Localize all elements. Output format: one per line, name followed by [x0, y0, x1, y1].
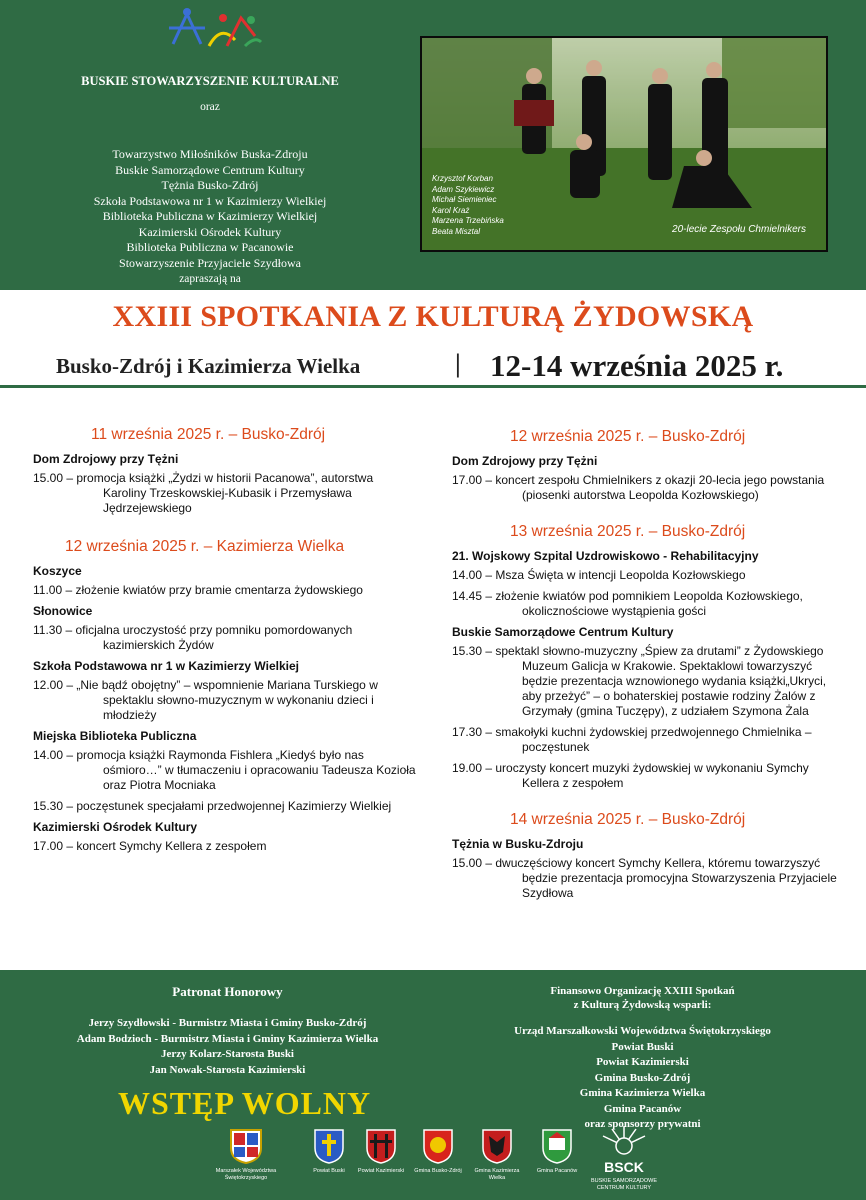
venue-name: Koszyce: [33, 564, 82, 578]
coat-of-arms-icon: [365, 1128, 397, 1164]
musician-name: Adam Szykiewicz: [432, 184, 495, 194]
partner-item: Towarzystwo Miłośników Buska-Zdroju: [112, 147, 308, 161]
crest-label: Gmina Kazimierza Wielka: [474, 1168, 520, 1181]
venue-name: Dom Zdrojowy przy Tężni: [33, 452, 179, 466]
crest-gmina-kazimierza: [468, 1128, 526, 1182]
bsck-logo: [586, 1124, 662, 1192]
venue-name: Dom Zdrojowy przy Tężni: [452, 454, 598, 468]
coat-of-arms-icon: [422, 1128, 454, 1164]
patron-list: [40, 1016, 415, 1078]
partner-item: Buskie Samorządowe Centrum Kultury: [115, 162, 305, 177]
sunburst-logo-icon: [594, 1124, 654, 1160]
free-entry-label: WSTĘP WOLNY: [118, 1085, 372, 1121]
sponsor-item: Gmina Pacanów: [603, 1102, 682, 1115]
program-event: 14.00 – Msza Święta w intencji Leopolda Kozłowskiego: [452, 568, 746, 582]
partner-item: Biblioteka Publiczna w Kazimierzy Wielkiej: [102, 209, 318, 223]
venue-name: Kazimierski Ośrodek Kultury: [33, 820, 198, 834]
coat-of-arms-icon: [313, 1128, 345, 1164]
partner-list: [30, 147, 390, 271]
program-column-left: [33, 426, 418, 860]
day-heading: 12 września 2025 r. – Busko-Zdrój: [510, 428, 746, 445]
venue-name: Buskie Samorządowe Centrum Kultury: [452, 625, 674, 639]
program-event: 14.00 – promocja książki Raymonda Fishlera „Kiedyś było nas ośmioro…” w tłumaczeniu i opracowaniu Tadeusza Kozioła oraz Piotra Mocniaka: [33, 748, 416, 792]
program-event: 15.00 – promocja książki „Żydzi w historii Pacanowa”, autorstwa Karoliny Trzeskowskiej-Kubasik i Przemysława Jędrzejewskiego: [33, 471, 374, 515]
day-heading: 12 września 2025 r. – Kazimierza Wielka: [65, 538, 345, 555]
program-event: 19.00 – uroczysty koncert muzyki żydowskiej w wykonaniu Symchy Kellera z zespołem: [452, 761, 809, 790]
partner-item: Szkoła Podstawowa nr 1 w Kazimierzy Wielkiej: [93, 193, 327, 208]
crest-gmina-busko: [410, 1128, 466, 1175]
crest-label: Powiat Kazimierski: [357, 1168, 405, 1174]
event-dates: 12-14 września 2025 r.: [490, 348, 784, 383]
program-event: 17.00 – koncert Symchy Kellera z zespołem: [33, 839, 267, 853]
musician-name: Krzysztof Korban: [432, 174, 493, 183]
title-separator: |: [455, 349, 461, 378]
venue-name: Tężnia w Busku-Zdroju: [452, 837, 584, 851]
sponsor-item: Powiat Buski: [611, 1040, 674, 1053]
venue-name: Miejska Biblioteka Publiczna: [33, 729, 197, 743]
crest-label: Powiat Buski: [313, 1168, 345, 1174]
photo-caption: 20-lecie Zespołu Chmielnikers: [672, 224, 806, 235]
coat-of-arms-icon: [541, 1128, 573, 1164]
partner-item: Tężnia Busko-Zdrój: [161, 178, 259, 192]
venue-name: Szkoła Podstawowa nr 1 w Kazimierzy Wielkiej: [33, 659, 299, 673]
coat-of-arms-icon: [481, 1128, 513, 1164]
organizer-name: BUSKIE STOWARZYSZENIE KULTURALNE: [81, 74, 339, 88]
day-heading: 11 września 2025 r. – Busko-Zdrój: [91, 426, 326, 443]
sponsor-list: [470, 1024, 815, 1133]
funding-title: [470, 984, 815, 1012]
day-heading: 13 września 2025 r. – Busko-Zdrój: [510, 523, 746, 540]
band-photo: [420, 36, 828, 252]
crest-powiat-buski: [302, 1128, 356, 1175]
partner-item: Kazimierski Ośrodek Kultury: [138, 224, 282, 239]
program-event: 15.00 – dwuczęściowy koncert Symchy Kellera, któremu towarzyszyć będzie prezentacja promocyjna Stowarzyszenia Przyjaciele Szydłowa: [452, 856, 837, 900]
crest-label: Gmina Busko-Zdrój: [414, 1168, 462, 1174]
funding-title-line: z Kulturą Żydowską wsparli:: [573, 999, 712, 1011]
partner-item: Biblioteka Publiczna w Pacanowie: [126, 240, 294, 254]
sponsor-item: Gmina Kazimierza Wielka: [579, 1087, 706, 1099]
sponsor-item: Powiat Kazimierski: [596, 1056, 689, 1068]
crest-gmina-pacanow: [532, 1128, 582, 1175]
invite-text: zapraszają na: [179, 273, 241, 285]
event-places: Busko-Zdrój i Kazimierza Wielka: [56, 354, 361, 378]
program-event: 17.00 – koncert zespołu Chmielnikers z okazji 20-lecia jego powstania (piosenki autorstwa Leopolda Kozłowskiego): [452, 473, 825, 502]
venue-name: 21. Wojskowy Szpital Uzdrowiskowo - Rehabilitacyjny: [452, 549, 759, 563]
patronage-title: Patronat Honorowy: [172, 984, 283, 999]
day-heading: 14 września 2025 r. – Busko-Zdrój: [510, 811, 746, 828]
header-banner: [0, 0, 866, 290]
program-event: 15.30 – spektakl słowno-muzyczny „Śpiew za drutami” z Żydowskiego Muzeum Galicja w Krakowie. Spektaklowi towarzyszyć będzie prezentacja wznowionego wydania książki„Ukryci, aby przeżyć” – o bohaterskiej postawie rodziny Żalów z Grzymały (gmina Tuczępy), z udziałem Szymona Żala: [452, 644, 827, 718]
program-event: 12.00 – „Nie bądź obojętny” – wspomnienie Mariana Turskiego w spektaklu słowno-muzycznym w wykonaniu dzieci i młodzieży: [33, 678, 378, 722]
crest-label: Gmina Pacanów: [536, 1168, 578, 1174]
patron-item: Jerzy Kolarz-Starosta Buski: [160, 1048, 294, 1060]
patron-item: Jan Nowak-Starosta Kazimierski: [149, 1063, 306, 1076]
coat-of-arms-icon: [229, 1128, 263, 1164]
musician-name: Marzena Trzebińska: [432, 216, 504, 225]
venue-name: Słonowice: [33, 604, 93, 618]
patron-item: Adam Bodzioch - Burmistrz Miasta i Gminy Kazimierza Wielka: [76, 1032, 379, 1045]
program-event: 14.45 – złożenie kwiatów pod pomnikiem Leopolda Kozłowskiego, okolicznościowe wystąpienia gości: [452, 589, 803, 618]
sponsor-item: Gmina Busko-Zdrój: [594, 1071, 691, 1084]
sponsor-item: Urząd Marszałkowski Województwa Świętokrzyskiego: [514, 1025, 771, 1037]
program-event: 17.30 – smakołyki kuchni żydowskiej przedwojennego Chmielnika – poczęstunek: [452, 725, 812, 754]
program-event: 15.30 – poczęstunek specjałami przedwojennej Kazimierzy Wielkiej: [33, 799, 392, 813]
program-column-right: [452, 428, 837, 907]
bsck-logo-subtitle: BUSKIE SAMORZĄDOWE CENTRUM KULTURY: [590, 1178, 657, 1191]
musician-name: Karol Kraż: [432, 205, 470, 215]
patron-item: Jerzy Szydłowski - Burmistrz Miasta i Gminy Busko-Zdrój: [88, 1017, 367, 1029]
program-event: 11.00 – złożenie kwiatów przy bramie cmentarza żydowskiego: [33, 583, 363, 597]
partner-item: Stowarzyszenie Przyjaciele Szydłowa: [119, 255, 301, 270]
sponsor-item: oraz sponsorzy prywatni: [584, 1118, 701, 1130]
and-label: oraz: [200, 101, 220, 113]
organization-logo-icon: [165, 6, 265, 54]
crest-powiat-kazimierski: [354, 1128, 408, 1175]
program-event: 11.30 – oficjalna uroczystość przy pomniku pomordowanych kazimierskich Żydów: [33, 623, 353, 652]
title-divider: [0, 385, 866, 388]
crest-label: Marszałek Województwa Świętokrzyskiego: [215, 1168, 277, 1181]
funding-title-line: Finansowo Organizację XXIII Spotkań: [550, 985, 735, 997]
crest-swietokrzyskie: [196, 1128, 296, 1182]
musician-list: [432, 174, 504, 237]
musician-name: Michał Siemieniec: [432, 195, 497, 204]
event-title: XXIII SPOTKANIA Z KULTURĄ ŻYDOWSKĄ: [112, 300, 754, 333]
bsck-logo-text: BSCK: [604, 1159, 644, 1175]
musician-name: Beata Misztal: [432, 226, 481, 236]
